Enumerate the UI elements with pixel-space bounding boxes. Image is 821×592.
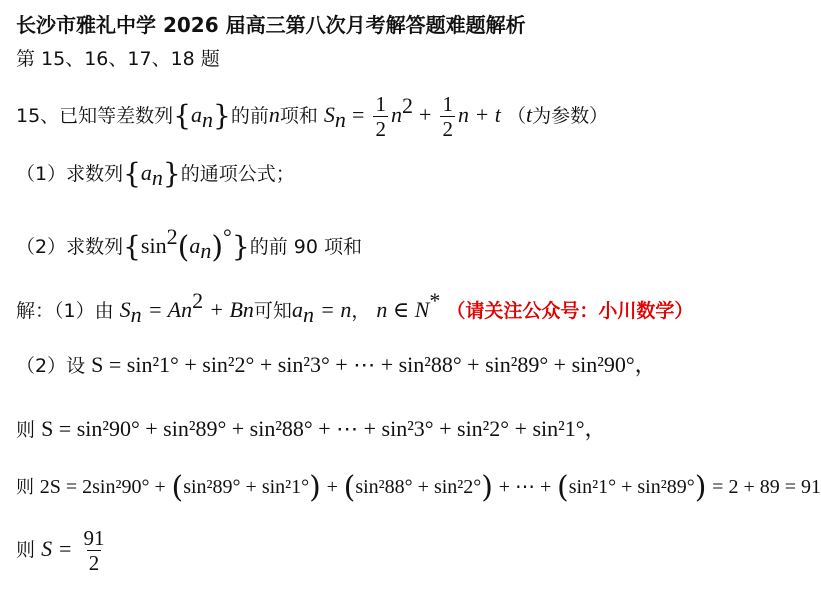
step4-lhs: 2S = 2sin²90° + [39,476,166,498]
solution-step2 [16,352,657,379]
problem-statement [16,92,608,141]
frac-num: 91 [83,526,105,550]
step4-rhs: = 2 + 89 = 91 [712,476,821,498]
solution-part1 [16,288,693,328]
step5-s: S = [41,536,73,561]
an-sub: n [302,302,314,327]
solution-step5 [16,526,109,575]
param-var: t [525,102,533,127]
sum-sub: n [130,302,142,327]
right-brace: } [213,99,231,132]
part2-label: （2）求数列 [16,236,124,258]
expr-b: + Bn [209,297,254,322]
step2-label: （2）设 [16,355,86,377]
document-title: 长沙市雅礼中学 2026 届高三第八次月考解答题难题解析 [16,13,526,37]
left-paren: ( [177,230,190,265]
step3-expr: S = sin²90° + sin²89° + sin²88° + ⋯ + sin²3° + sin²2° + sin²1°， [41,416,607,441]
part2-rest: 的前 90 项和 [249,236,362,258]
seq-sub: n [151,165,163,190]
right-brace: } [231,230,250,263]
seq-var: a [189,233,201,258]
frac-num: 1 [442,92,453,116]
known-text: 可知 [253,300,292,322]
param-open: （ [506,105,526,127]
subtitle: 第 15、16、17、18 题 [16,48,220,70]
seq-sub: n [202,107,214,132]
ellipsis-plus: + ⋯ + [498,476,552,498]
part1-label: （1）求数列 [16,163,124,185]
right-paren: ) [481,470,494,505]
part2-question [16,224,362,264]
solution-step3 [16,416,607,443]
group1: sin²89° + sin²1° [183,476,310,498]
right-paren: ) [309,470,321,505]
sin-fn: sin [140,233,167,258]
part1-question [16,157,295,191]
solution-step4 [16,470,821,505]
term2: n + t [457,102,501,127]
equals: = [351,102,365,127]
seq-var: a [191,102,203,127]
an-eq: = n [319,297,352,322]
left-brace: { [123,157,141,190]
param-text: 为参数） [532,105,609,127]
problem-mid2: 项和 [279,105,318,127]
promo-text: （请关注公众号：小川数学） [446,300,694,322]
degree: ° [223,224,232,249]
right-brace: } [162,157,181,190]
group2: sin²88° + sin²2° [355,476,482,498]
an-var: a [291,297,303,322]
seq-sub: n [200,238,212,263]
term1-sup: 2 [401,93,413,118]
problem-mid: 的前 [230,105,269,127]
expr-a: = An [147,297,193,322]
n-in-sup: * [429,288,441,313]
left-brace: { [123,230,141,263]
frac-den: 2 [375,117,386,141]
step2-expr: S = sin²1° + sin²2° + sin²3° + ⋯ + sin²88° + sin²89° + sin²90°， [91,352,657,377]
comma: ， [351,300,371,322]
step4-label: 则 [16,477,34,498]
final-fraction [81,526,106,575]
n-in: n ∈ N [376,297,430,322]
step3-label: 则 [16,419,36,441]
fraction-half-1 [373,92,388,141]
sin-sup: 2 [166,224,178,249]
plus: + [418,102,432,127]
right-paren: ) [694,470,707,505]
left-paren: ( [557,470,569,505]
group3: sin²1° + sin²89° [568,476,695,498]
right-paren: ) [211,230,224,265]
frac-num: 1 [375,92,386,116]
left-paren: ( [171,470,184,505]
plus: + [326,476,338,498]
sum-var: S [119,297,131,322]
frac-den: 2 [88,551,100,575]
solution-label: 解：（1）由 [16,300,114,322]
term1: n [390,102,402,127]
seq-var: a [140,160,152,185]
sum-sub: n [334,107,346,132]
part1-rest: 的通项公式； [180,163,295,185]
expr-a-sup: 2 [192,288,204,313]
problem-prefix: 15、已知等差数列 [16,105,174,127]
step5-label: 则 [16,539,36,561]
left-brace: { [173,99,192,132]
left-paren: ( [343,470,356,505]
sum-var: S [323,102,335,127]
fraction-half-2 [440,92,455,141]
n-var: n [268,102,280,127]
frac-den: 2 [442,117,453,141]
